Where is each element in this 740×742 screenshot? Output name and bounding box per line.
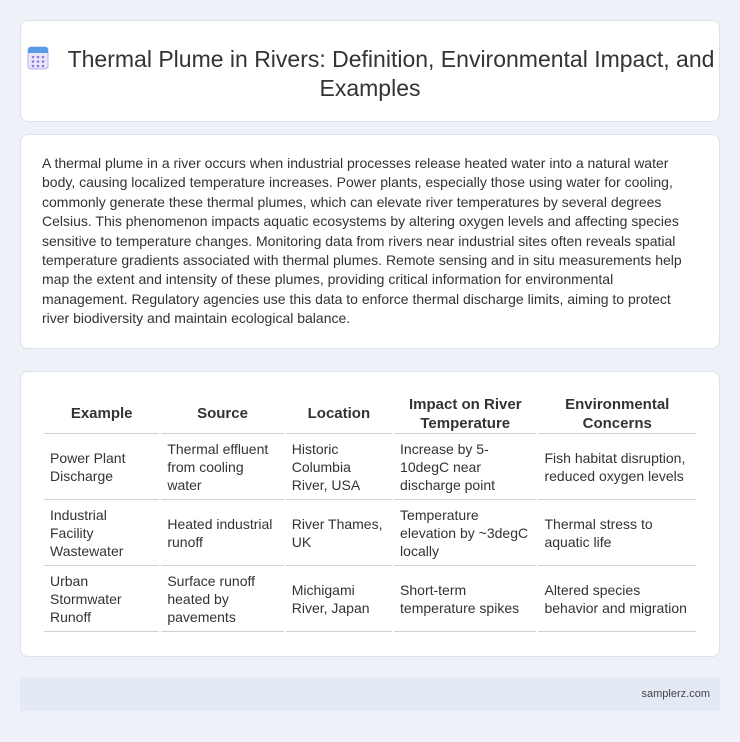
table-cell: Short-term temperature spikes — [394, 566, 536, 632]
column-header-concerns: Environmental Concerns — [538, 394, 696, 434]
document-list-icon — [26, 46, 50, 70]
column-header-source: Source — [161, 394, 283, 434]
table-cell: River Thames, UK — [286, 500, 392, 566]
table-row — [44, 500, 696, 566]
column-header-example: Example — [44, 394, 159, 434]
page-title-text: Thermal Plume in Rivers: Definition, Environmental Impact, and Examples — [67, 46, 715, 101]
table-cell: Heated industrial runoff — [161, 500, 283, 566]
table-cell: Surface runoff heated by pavements — [161, 566, 283, 632]
table-cell: Industrial Facility Wastewater — [44, 500, 159, 566]
page-title — [21, 45, 719, 103]
table-cell: Michigami River, Japan — [286, 566, 392, 632]
table-cell: Thermal effluent from cooling water — [161, 434, 283, 500]
table-cell: Thermal stress to aquatic life — [538, 500, 696, 566]
examples-table — [42, 394, 698, 632]
table-cell: Power Plant Discharge — [44, 434, 159, 500]
footer-site-link[interactable]: samplerz.com — [641, 688, 710, 700]
table-cell: Increase by 5-10degC near discharge point — [394, 434, 536, 500]
table-header-row — [44, 394, 696, 434]
intro-paragraph: A thermal plume in a river occurs when industrial processes release heated water into a natural water body, causing localized temperature increases. Power plants, especially those using water for cooling, commonly generate these thermal plumes, which can elevate river temperatures by several degrees Celsius. This phenomenon impacts aquatic ecosystems by altering oxygen levels and affecting species sensitive to temperature changes. Monitoring data from rivers near industrial sites often reveals spatial temperature gradients associated with thermal plumes. Remote sensing and in situ measurements help map the extent and intensity of these plumes, providing critical information for environmental management. Regulatory agencies use this data to enforce thermal discharge limits, aiming to protect river biodiversity and maintain ecological balance. — [42, 155, 682, 327]
footer-bar — [20, 678, 720, 711]
table-cell: Temperature elevation by ~3degC locally — [394, 500, 536, 566]
table-cell: Altered species behavior and migration — [538, 566, 696, 632]
table-cell: Fish habitat disruption, reduced oxygen levels — [538, 434, 696, 500]
table-row — [44, 566, 696, 632]
column-header-location: Location — [286, 394, 392, 434]
table-card — [20, 371, 720, 657]
table-row — [44, 434, 696, 500]
table-cell: Historic Columbia River, USA — [286, 434, 392, 500]
title-card — [20, 20, 720, 122]
intro-card — [20, 134, 720, 349]
column-header-impact: Impact on River Temperature — [394, 394, 536, 434]
table-cell: Urban Stormwater Runoff — [44, 566, 159, 632]
